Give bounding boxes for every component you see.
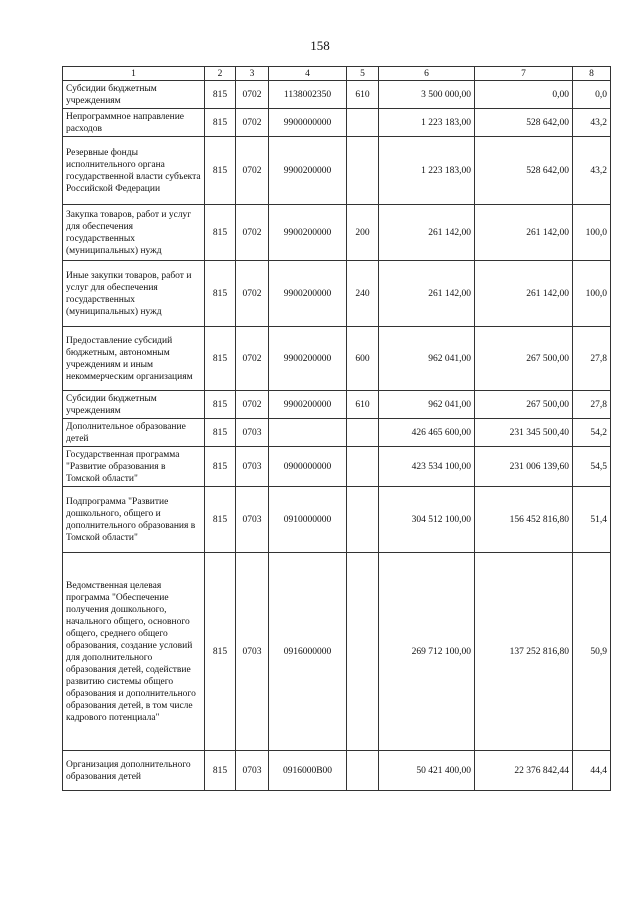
row-expense-type [347, 447, 379, 487]
row-expense-type [347, 109, 379, 137]
row-plan: 426 465 600,00 [379, 419, 475, 447]
row-percent: 100,0 [573, 261, 611, 327]
row-plan: 423 534 100,00 [379, 447, 475, 487]
row-expense-type [347, 137, 379, 205]
header-row [63, 67, 611, 81]
table-row [63, 391, 611, 419]
row-executed: 261 142,00 [475, 205, 573, 261]
column-header: 3 [236, 67, 269, 81]
page-number: 158 [310, 38, 330, 53]
table-row [63, 419, 611, 447]
row-executed: 0,00 [475, 81, 573, 109]
row-target-article: 0916000В00 [269, 751, 347, 791]
row-executed: 261 142,00 [475, 261, 573, 327]
row-name: Субсидии бюджетным учреждениям [63, 81, 205, 109]
table-row [63, 553, 611, 751]
row-expense-type: 610 [347, 81, 379, 109]
row-target-article: 9900200000 [269, 391, 347, 419]
row-expense-type [347, 487, 379, 553]
row-expense-type: 240 [347, 261, 379, 327]
row-section: 0703 [236, 751, 269, 791]
table-row [63, 751, 611, 791]
table-row [63, 109, 611, 137]
row-plan: 50 421 400,00 [379, 751, 475, 791]
row-section: 0702 [236, 391, 269, 419]
row-target-article: 9900200000 [269, 137, 347, 205]
row-percent: 100,0 [573, 205, 611, 261]
row-section: 0702 [236, 109, 269, 137]
table-row [63, 447, 611, 487]
column-header: 7 [475, 67, 573, 81]
row-executed: 528 642,00 [475, 109, 573, 137]
row-percent: 43,2 [573, 137, 611, 205]
table-row [63, 81, 611, 109]
row-percent: 50,9 [573, 553, 611, 751]
row-code: 815 [205, 487, 236, 553]
column-header: 1 [63, 67, 205, 81]
row-section: 0703 [236, 487, 269, 553]
row-expense-type [347, 553, 379, 751]
row-plan: 962 041,00 [379, 391, 475, 419]
row-plan: 261 142,00 [379, 261, 475, 327]
row-plan: 269 712 100,00 [379, 553, 475, 751]
row-target-article: 9900200000 [269, 205, 347, 261]
row-expense-type: 610 [347, 391, 379, 419]
row-executed: 267 500,00 [475, 327, 573, 391]
row-percent: 0,0 [573, 81, 611, 109]
row-code: 815 [205, 205, 236, 261]
row-executed: 267 500,00 [475, 391, 573, 419]
row-name: Предоставление субсидий бюджетным, автономным учреждениям и иным некоммерческим организациям [63, 327, 205, 391]
column-header: 6 [379, 67, 475, 81]
row-expense-type [347, 419, 379, 447]
row-percent: 44,4 [573, 751, 611, 791]
column-header: 4 [269, 67, 347, 81]
row-target-article: 0900000000 [269, 447, 347, 487]
table-row [63, 137, 611, 205]
row-name: Подпрограмма "Развитие дошкольного, общего и дополнительного образования в Томской области" [63, 487, 205, 553]
row-target-article: 0916000000 [269, 553, 347, 751]
row-target-article: 9900000000 [269, 109, 347, 137]
row-code: 815 [205, 81, 236, 109]
row-name: Организация дополнительного образования детей [63, 751, 205, 791]
row-target-article: 0910000000 [269, 487, 347, 553]
row-code: 815 [205, 109, 236, 137]
row-name: Закупка товаров, работ и услуг для обеспечения государственных (муниципальных) нужд [63, 205, 205, 261]
row-section: 0702 [236, 261, 269, 327]
row-target-article: 1138002350 [269, 81, 347, 109]
table-row [63, 261, 611, 327]
row-plan: 1 223 183,00 [379, 109, 475, 137]
row-target-article: 9900200000 [269, 261, 347, 327]
table-row [63, 327, 611, 391]
column-header: 5 [347, 67, 379, 81]
row-section: 0702 [236, 205, 269, 261]
table-row [63, 487, 611, 553]
row-target-article: 9900200000 [269, 327, 347, 391]
row-section: 0703 [236, 419, 269, 447]
row-plan: 304 512 100,00 [379, 487, 475, 553]
row-percent: 54,5 [573, 447, 611, 487]
row-percent: 43,2 [573, 109, 611, 137]
row-executed: 22 376 842,44 [475, 751, 573, 791]
row-code: 815 [205, 137, 236, 205]
row-name: Дополнительное образование детей [63, 419, 205, 447]
row-code: 815 [205, 553, 236, 751]
row-name: Иные закупки товаров, работ и услуг для обеспечения государственных (муниципальных) нужд [63, 261, 205, 327]
row-executed: 528 642,00 [475, 137, 573, 205]
row-code: 815 [205, 391, 236, 419]
row-section: 0703 [236, 447, 269, 487]
row-percent: 51,4 [573, 487, 611, 553]
budget-table [62, 66, 611, 791]
column-header: 2 [205, 67, 236, 81]
row-code: 815 [205, 327, 236, 391]
row-percent: 54,2 [573, 419, 611, 447]
row-code: 815 [205, 261, 236, 327]
row-name: Резервные фонды исполнительного органа государственной власти субъекта Российской Федерации [63, 137, 205, 205]
row-expense-type: 600 [347, 327, 379, 391]
row-code: 815 [205, 751, 236, 791]
row-percent: 27,8 [573, 391, 611, 419]
row-executed: 231 006 139,60 [475, 447, 573, 487]
row-name: Непрограммное направление расходов [63, 109, 205, 137]
row-code: 815 [205, 419, 236, 447]
row-name: Субсидии бюджетным учреждениям [63, 391, 205, 419]
row-name: Государственная программа "Развитие образования в Томской области" [63, 447, 205, 487]
row-plan: 962 041,00 [379, 327, 475, 391]
row-expense-type: 200 [347, 205, 379, 261]
row-section: 0702 [236, 327, 269, 391]
row-plan: 261 142,00 [379, 205, 475, 261]
table-row [63, 205, 611, 261]
row-name: Ведомственная целевая программа "Обеспечение получения дошкольного, начального общего, основного общего, среднего общего образования, создание условий для дополнительного образования детей, содействие развитию системы общего образования и дополнительного образования детей, в том числе кадрового потенциала" [63, 553, 205, 751]
row-section: 0702 [236, 81, 269, 109]
column-header: 8 [573, 67, 611, 81]
row-plan: 3 500 000,00 [379, 81, 475, 109]
row-percent: 27,8 [573, 327, 611, 391]
row-executed: 137 252 816,80 [475, 553, 573, 751]
row-target-article [269, 419, 347, 447]
row-expense-type [347, 751, 379, 791]
row-section: 0702 [236, 137, 269, 205]
row-executed: 231 345 500,40 [475, 419, 573, 447]
row-section: 0703 [236, 553, 269, 751]
row-executed: 156 452 816,80 [475, 487, 573, 553]
row-code: 815 [205, 447, 236, 487]
row-plan: 1 223 183,00 [379, 137, 475, 205]
